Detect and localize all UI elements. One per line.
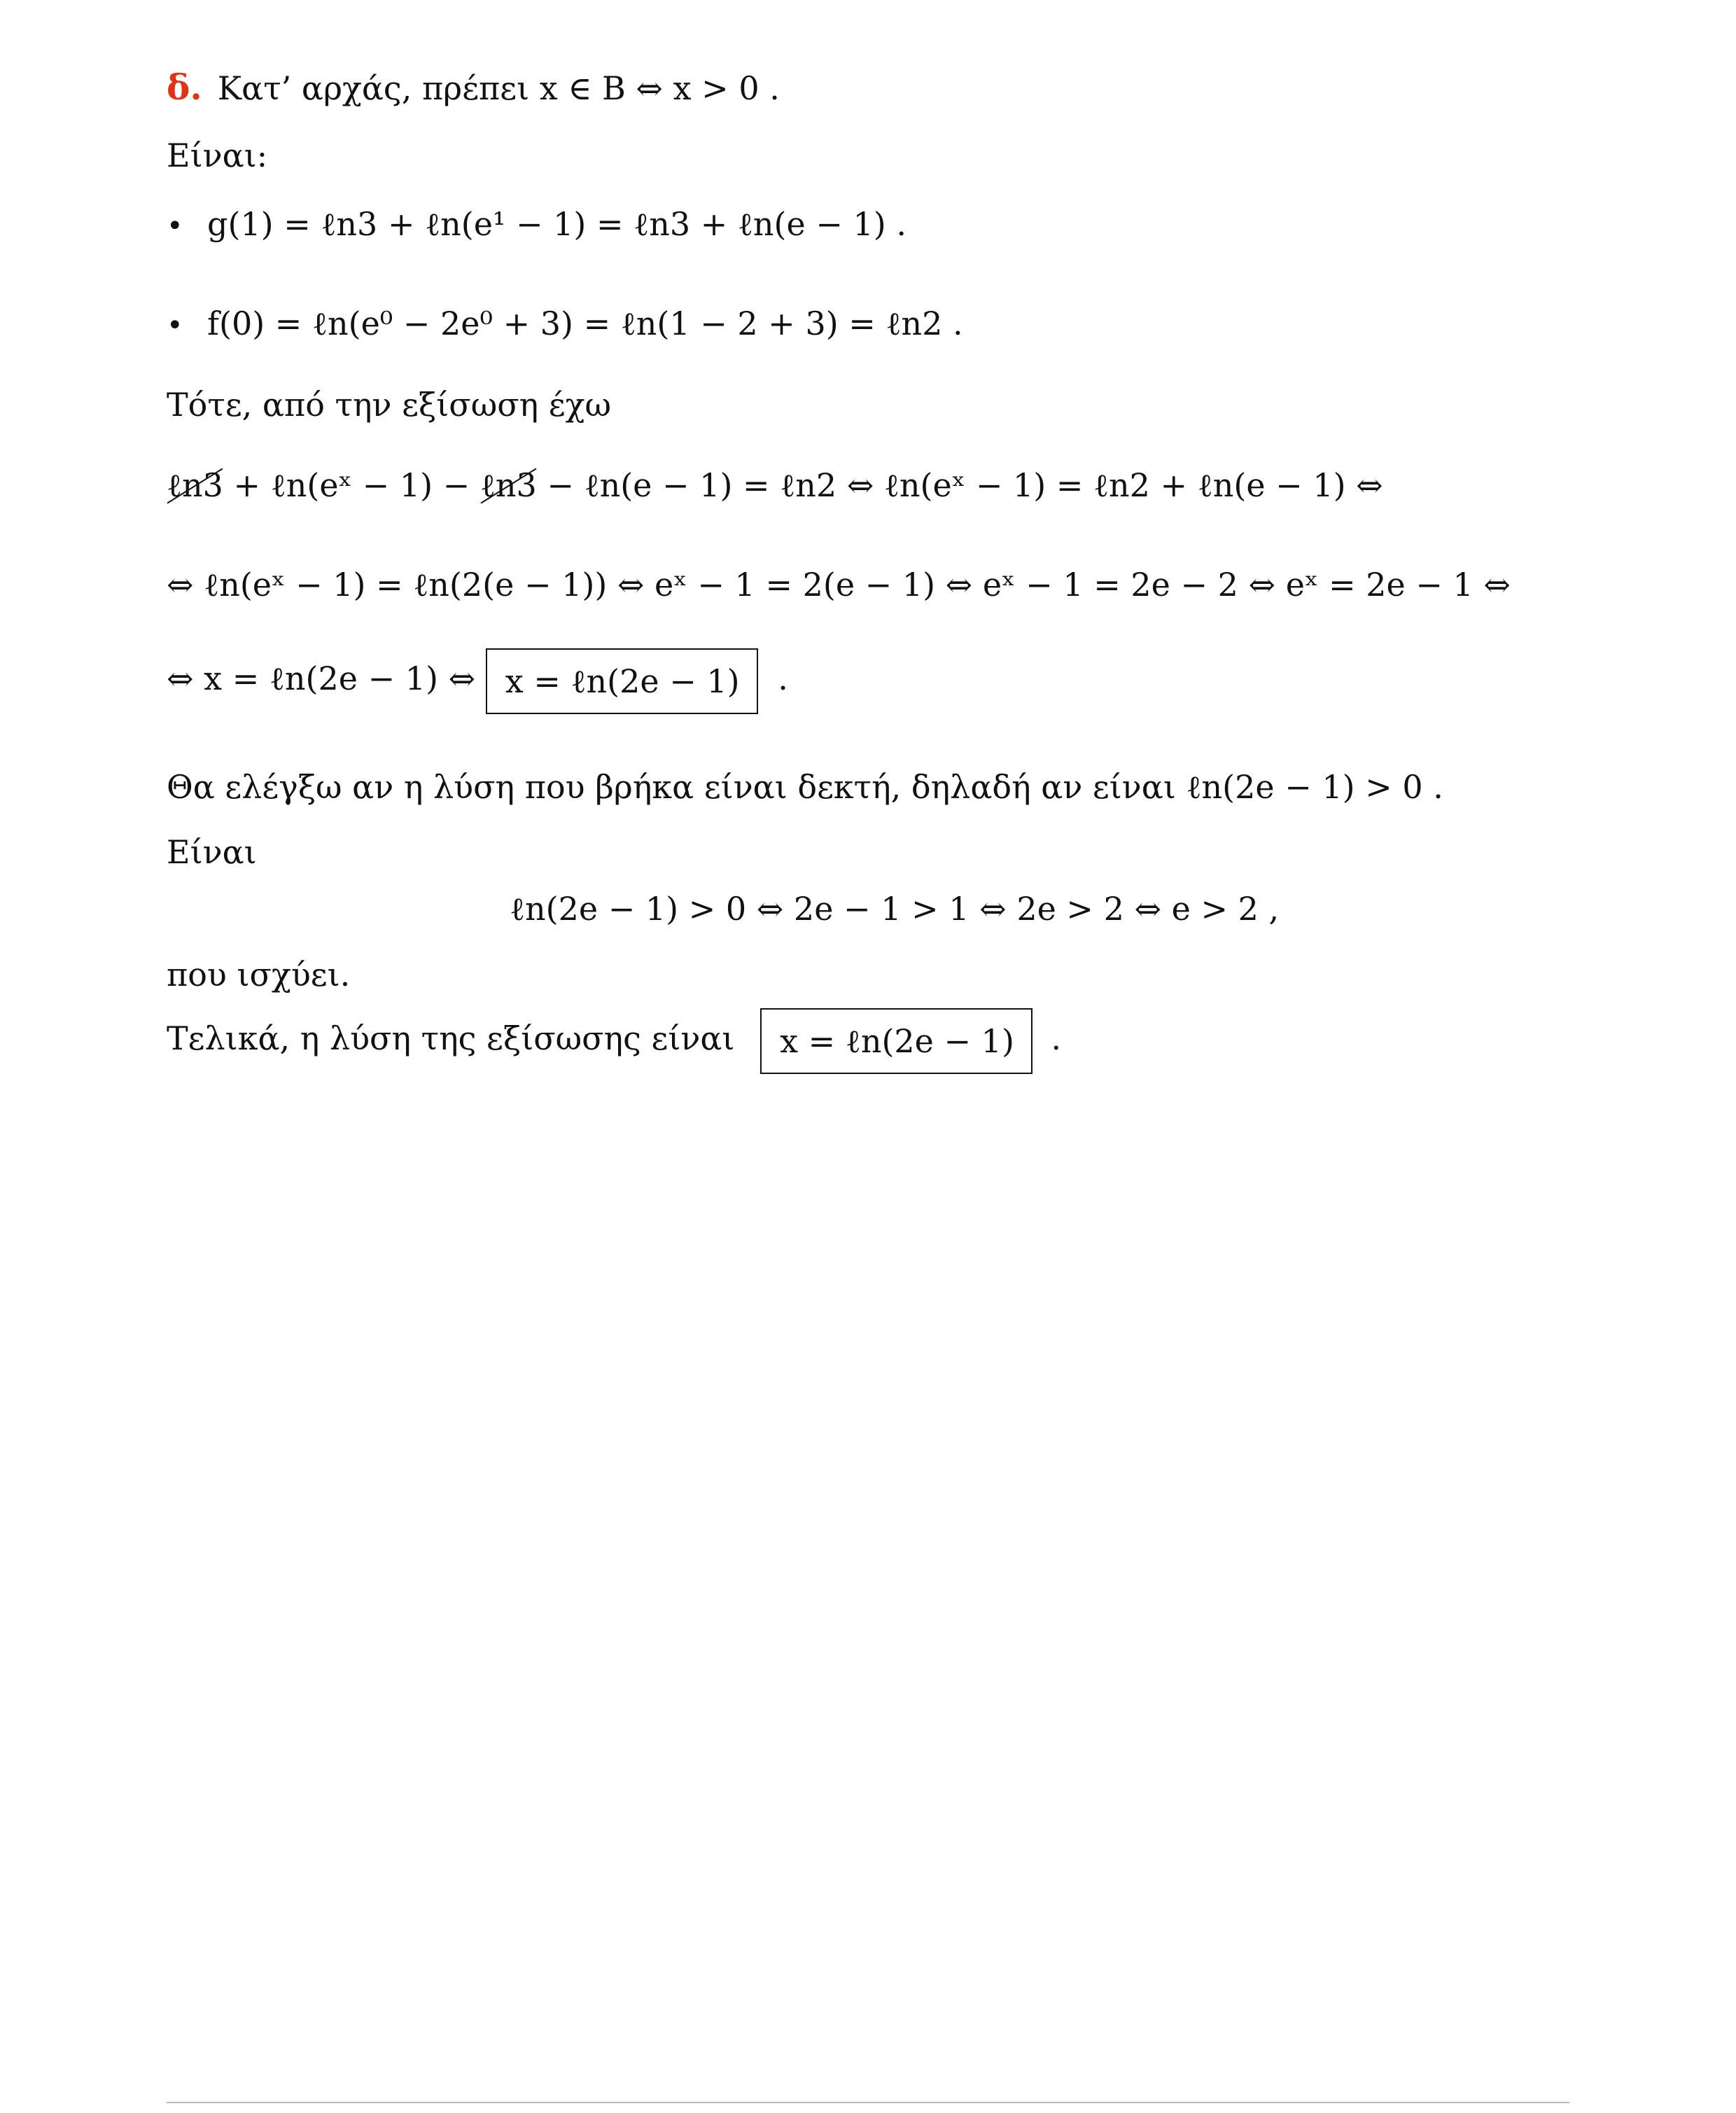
equation-line-2: ⇔ ℓn(eˣ − 1) = ℓn(2(e − 1)) ⇔ eˣ − 1 = 2(e − 1) ⇔ eˣ − 1 = 2e − 2 ⇔ eˣ = 2e − 1 ⇔ bbox=[167, 566, 1511, 604]
einai-colon: Είναι: bbox=[167, 137, 268, 174]
bullet-icon: • bbox=[167, 210, 183, 242]
equation-part: + ℓn(eˣ − 1) − bbox=[223, 466, 480, 504]
bullet-item-g bbox=[167, 203, 906, 247]
intro-line bbox=[167, 67, 780, 109]
equation-part: − ℓn(e − 1) = ℓn2 ⇔ ℓn(eˣ − 1) = ℓn2 + ℓn(e − 1) ⇔ bbox=[536, 466, 1383, 504]
equation-line-3 bbox=[167, 648, 788, 714]
cancelled-term: ℓn3 bbox=[167, 464, 223, 506]
part-label: δ. bbox=[167, 67, 202, 108]
cancelled-term: ℓn3 bbox=[480, 464, 537, 506]
check-equation: ℓn(2e − 1) > 0 ⇔ 2e − 1 > 1 ⇔ 2e > 2 ⇔ e > 2 , bbox=[510, 890, 1280, 928]
bullet-item-f bbox=[167, 302, 963, 347]
check-text: Θα ελέγξω αν η λύση που βρήκα είναι δεκτή, δηλαδή αν είναι ℓn(2e − 1) > 0 . bbox=[167, 768, 1443, 806]
holds-text: που ισχύει. bbox=[167, 956, 351, 993]
equation-line-1 bbox=[167, 464, 1383, 506]
final-period: . bbox=[1051, 1019, 1062, 1057]
einai: Είναι bbox=[167, 833, 257, 871]
boxed-answer: x = ℓn(2e − 1) bbox=[486, 648, 758, 714]
final-boxed-answer: x = ℓn(2e − 1) bbox=[760, 1008, 1032, 1074]
bullet-text: f(0) = ℓn(e⁰ − 2e⁰ + 3) = ℓn(1 − 2 + 3) = ℓn2 . bbox=[207, 305, 963, 342]
final-line bbox=[167, 1008, 1061, 1074]
equation-part: ⇔ x = ℓn(2e − 1) ⇔ bbox=[167, 660, 476, 697]
final-text: Τελικά, η λύση της εξίσωσης είναι bbox=[167, 1019, 735, 1057]
bullet-icon: • bbox=[167, 309, 183, 342]
bullet-text: g(1) = ℓn3 + ℓn(e¹ − 1) = ℓn3 + ℓn(e − 1) . bbox=[207, 205, 906, 243]
then-text: Τότε, από την εξίσωση έχω bbox=[167, 386, 612, 424]
equation-period: . bbox=[778, 660, 788, 697]
intro-text: Κατ’ αρχάς, πρέπει x ∈ B ⇔ x > 0 . bbox=[217, 69, 780, 107]
footer-rule bbox=[167, 2102, 1569, 2103]
